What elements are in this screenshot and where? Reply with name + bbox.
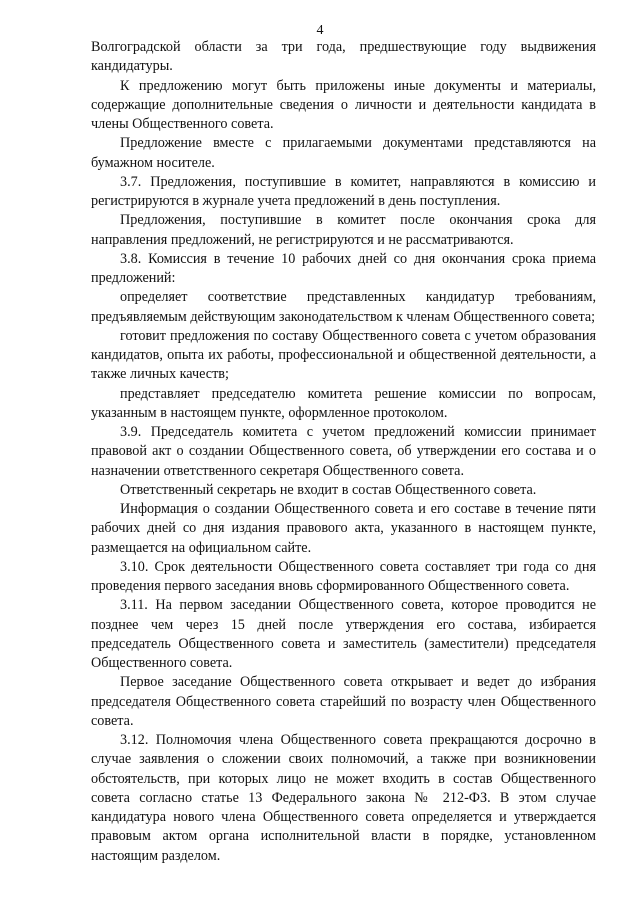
paragraph: готовит предложения по составу Общественного совета с учетом образования кандидатов, опыта их работы, профессиональной и общественной деятельности, а также личных качеств; [91, 327, 596, 383]
paragraph: Ответственный секретарь не входит в состав Общественного совета. [120, 481, 537, 498]
paragraph: Первое заседание Общественного совета открывает и ведет до избрания председателя Общественного совета старейший по возрасту член Общественного совета. [91, 674, 596, 729]
paragraph: 3.11. На первом заседании Общественного совета, которое проводится не позднее чем через 15 дней после утверждения его состава, избирается председатель Общественного совета и заместитель (заместители) председателя Общественного совета. [91, 597, 596, 671]
paragraph: Предложения, поступившие в комитет после окончания срока для направления предложений, не регистрируются и не рассматриваются. [91, 212, 596, 248]
paragraph: 3.10. Срок деятельности Общественного совета составляет три года со дня проведения первого заседания вновь сформированного Общественного совета. [91, 558, 596, 594]
paragraph: 3.8. Комиссия в течение 10 рабочих дней со дня окончания срока приема предложений: [91, 250, 596, 286]
paragraph: представляет председателю комитета решение комиссии по вопросам, указанным в настоящем пункте, оформленное протоколом. [91, 385, 596, 421]
paragraph: определяет соответствие представленных кандидатур требованиям, предъявляемым действующим законодательством к членам Общественного совета; [91, 289, 596, 325]
page-number: 4 [316, 23, 324, 38]
document-body [91, 38, 596, 866]
paragraph: 3.7. Предложения, поступившие в комитет, направляются в комиссию и регистрируются в журнале учета предложений в день поступления. [91, 173, 596, 209]
paragraph: К предложению могут быть приложены иные документы и материалы, содержащие дополнительные сведения о личности и деятельности кандидата в члены Общественного совета. [91, 77, 596, 132]
paragraph: 3.9. Председатель комитета с учетом предложений комиссии принимает правовой акт о создании Общественного совета, об утверждении его состава и о назначении ответственного секретаря Общественного совета. [91, 424, 596, 479]
paragraph: 3.12. Полномочия члена Общественного совета прекращаются досрочно в случае заявления о сложении своих полномочий, а также при возникновении обстоятельств, при которых лицо не может входить в состав Общественного совета согласно статье 13 Федерального закона № 212-ФЗ. В этом случае кандидатура нового члена Общественного совета определяется и утверждается правовым актом органа исполнительной власти в порядке, установленном настоящим разделом. [91, 732, 596, 864]
paragraph: Предложение вместе с прилагаемыми документами представляются на бумажном носителе. [91, 135, 596, 171]
paragraph: Волгоградской области за три года, предшествующие году выдвижения кандидатуры. [91, 39, 596, 75]
paragraph: Информация о создании Общественного совета и его составе в течение пяти рабочих дней со дня издания правового акта, указанного в настоящем пункте, размещается на официальном сайте. [91, 501, 596, 556]
